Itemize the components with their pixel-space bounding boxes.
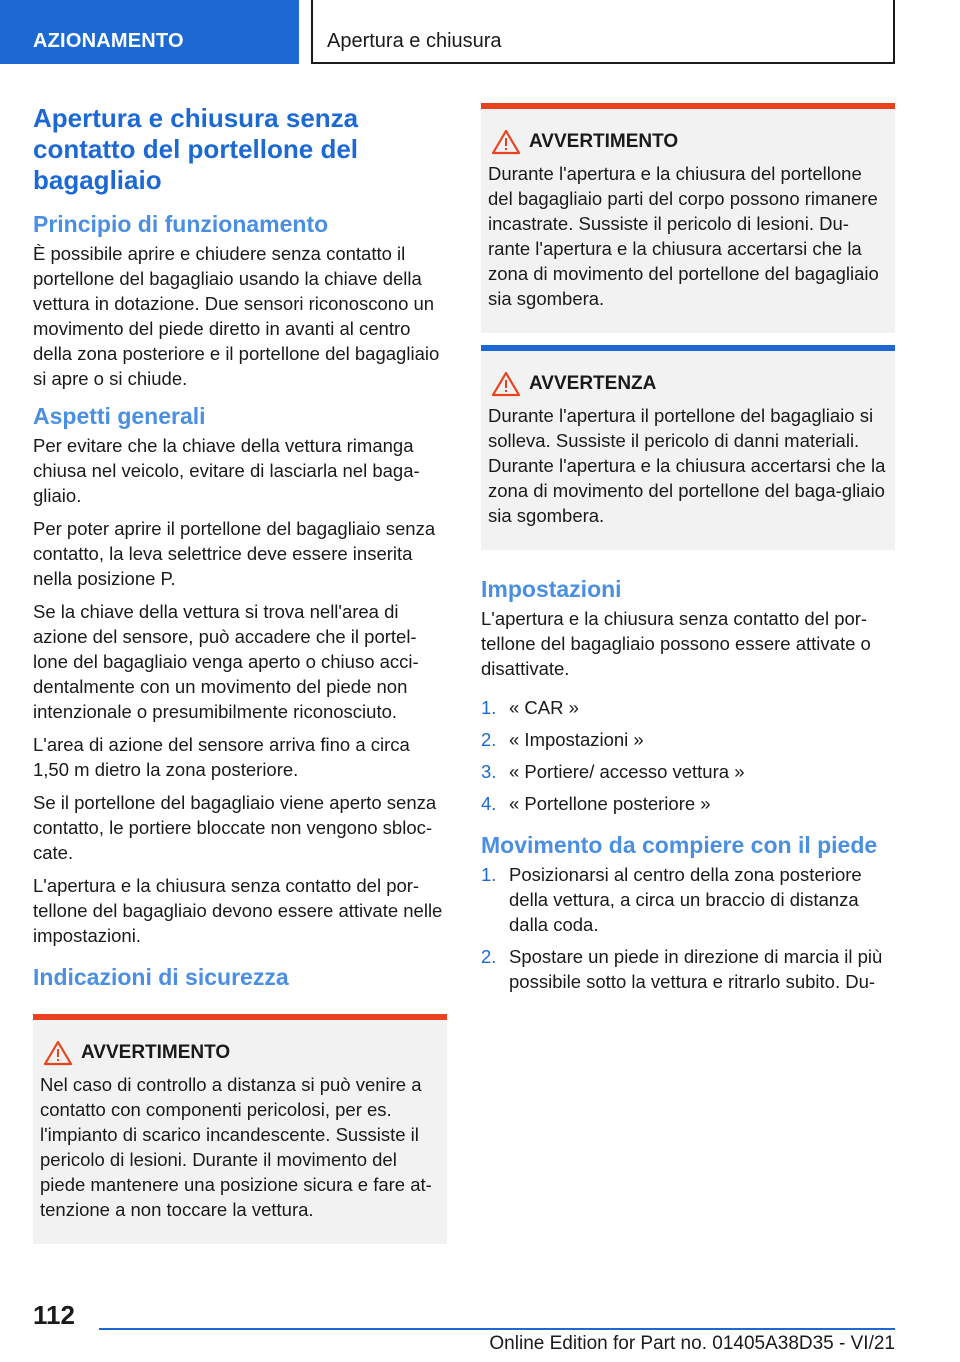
notice-text: Durante l'apertura il portellone del bagagliaio si solleva. Sussiste il pericolo di danni materiali. Durante l'apertura e la chiusura accertarsi che la zona di movimento del portellone del baga-gliaio sia sgombera. (488, 405, 886, 526)
paragraph: L'area di azione del sensore arriva fino a circa 1,50 m dietro la zona posteriore. (33, 734, 410, 780)
list-item: 1. « CAR » (481, 697, 579, 718)
heading-principio: Principio di funzionamento (33, 211, 329, 237)
paragraph: È possibile aprire e chiudere senza contatto il portellone del bagagliaio usando la chiave della vettura in dotazione. Due sensori riconoscono un movimento del piede diretto in avanti al centro della zona posteriore e il portellone del bagagliaio si apre o si chiude. (33, 243, 440, 389)
warning-box (481, 103, 895, 333)
warning-triangle-icon (491, 129, 521, 155)
warning-text: Nel caso di controllo a distanza si può venire a contatto con componenti pericolosi, per es. l'impianto di scarico incandescente. Sussiste il pericolo di lesioni. Durante il movimento del piede mantenere una posizione sicura e fare at-tenzione a non toccare la vettura. (40, 1074, 432, 1220)
left-column (33, 103, 447, 1244)
heading-sicurezza: Indicazioni di sicurezza (33, 964, 289, 990)
warning-title: AVVERTIMENTO (529, 131, 679, 152)
heading-generali: Aspetti generali (33, 403, 206, 429)
heading-impostazioni: Impostazioni (481, 576, 622, 602)
warning-box (33, 1014, 447, 1244)
list-item: 2. Spostare un piede in direzione di marcia il più possibile sotto la vettura e ritrarlo subito. Du- (481, 946, 883, 992)
notice-box (481, 345, 895, 550)
section-tab: AZIONAMENTO (0, 0, 299, 64)
paragraph: Per poter aprire il portellone del bagagliaio senza contatto, la leva selettrice deve essere inserita nella posizione P. (33, 518, 436, 589)
chapter-title: Apertura e chiusura (311, 0, 895, 64)
paragraph: L'apertura e la chiusura senza contatto del por-tellone del bagagliaio possono essere attivate o disattivate. (481, 608, 871, 679)
list-item: 4. « Portellone posteriore » (481, 793, 711, 814)
paragraph: Se il portellone del bagagliaio viene aperto senza contatto, le portiere bloccate non vengono sbloc-cate. (33, 792, 437, 863)
list-item: 1. Posizionarsi al centro della zona posteriore della vettura, a circa un braccio di distanza dalla coda. (481, 864, 862, 935)
footer-divider (99, 1328, 895, 1330)
warning-triangle-icon (43, 1040, 73, 1066)
paragraph: L'apertura e la chiusura senza contatto del por-tellone del bagagliaio devono essere attivate nelle impostazioni. (33, 875, 443, 946)
paragraph: Se la chiave della vettura si trova nell'area di azione del sensore, può accadere che il portel-lone del bagagliaio venga aperto o chiuso acci-dentalmente con un movimento del piede non intenzionale o presumibilmente riconosciuto. (33, 601, 419, 722)
heading-movimento: Movimento da compiere con il piede (481, 832, 878, 858)
right-column (481, 103, 895, 1004)
list-item: 3. « Portiere/ accesso vettura » (481, 761, 745, 782)
warning-title: AVVERTIMENTO (81, 1042, 231, 1063)
warning-triangle-icon (491, 371, 521, 397)
movement-steps (481, 862, 895, 994)
warning-text: Durante l'apertura e la chiusura del portellone del bagagliaio parti del corpo possono rimanere incastrate. Sussiste il pericolo di lesioni. Du-rante l'apertura e la chiusura accertarsi che la zona di movimento del portellone del bagagliaio sia sgombera. (488, 163, 879, 309)
notice-title: AVVERTENZA (529, 373, 657, 394)
paragraph: Per evitare che la chiave della vettura rimanga chiusa nel veicolo, evitare di lasciarla nel baga-gliaio. (33, 435, 420, 506)
settings-steps (481, 695, 895, 816)
page-number: 112 (33, 1300, 75, 1330)
edition-note: Online Edition for Part no. 01405A38D35 - VI/21 (489, 1333, 895, 1354)
list-item: 2. « Impostazioni » (481, 729, 644, 750)
page-heading: Apertura e chiusura senza contatto del portellone del bagagliaio (33, 103, 359, 195)
